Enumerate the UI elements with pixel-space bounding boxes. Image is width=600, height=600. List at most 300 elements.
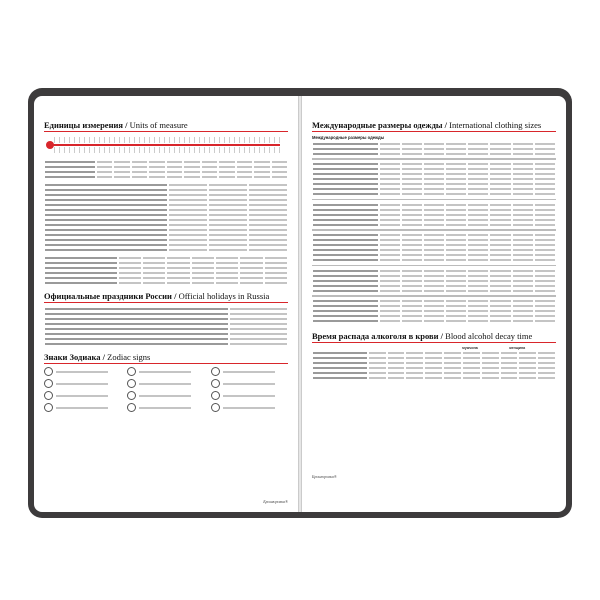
table-cell xyxy=(402,234,422,236)
table-cell xyxy=(45,328,228,330)
table-cell xyxy=(402,249,422,251)
table-cell xyxy=(97,176,113,178)
table-cell xyxy=(272,171,288,173)
table-cell xyxy=(402,188,422,190)
table-cell xyxy=(167,161,183,163)
table-cell xyxy=(446,239,466,241)
table-cell xyxy=(424,219,444,221)
table-cell xyxy=(216,272,238,274)
table-cell xyxy=(202,176,218,178)
table-cell xyxy=(313,259,378,261)
table-cell xyxy=(313,280,378,282)
table-cell xyxy=(513,315,533,317)
table-cell xyxy=(369,372,386,374)
table-cell xyxy=(402,183,422,185)
table-cell xyxy=(402,244,422,246)
table-cell xyxy=(468,234,488,236)
table-cell xyxy=(230,318,287,320)
table-cell xyxy=(169,234,207,236)
table-cell xyxy=(313,188,378,190)
table-cell xyxy=(402,270,422,272)
zodiac-sign xyxy=(127,379,204,388)
table-cell xyxy=(45,313,228,315)
table-cell xyxy=(254,171,270,173)
zodiac-symbol-icon xyxy=(44,403,53,412)
table-cell xyxy=(424,259,444,261)
table-cell xyxy=(424,275,444,277)
table-cell xyxy=(446,209,466,211)
table-cell xyxy=(535,168,555,170)
table-cell xyxy=(45,338,228,340)
table-cell xyxy=(535,285,555,287)
table-cell xyxy=(45,189,167,191)
table-cell xyxy=(402,209,422,211)
table-cell xyxy=(425,372,442,374)
table-cell xyxy=(380,173,400,175)
table-cell xyxy=(192,262,214,264)
zodiac-symbol-icon xyxy=(127,403,136,412)
table-cell xyxy=(446,285,466,287)
table-cell xyxy=(380,290,400,292)
table-cell xyxy=(463,372,480,374)
table-cell xyxy=(249,249,287,251)
table-cell xyxy=(45,214,167,216)
table-cell xyxy=(249,189,287,191)
table-cell xyxy=(513,168,533,170)
zodiac-symbol-icon xyxy=(127,367,136,376)
table-cell xyxy=(490,239,510,241)
table-cell xyxy=(519,352,536,354)
table-cell xyxy=(468,280,488,282)
zodiac-sign xyxy=(44,367,121,376)
table-cell xyxy=(535,275,555,277)
table-cell xyxy=(169,204,207,206)
table-cell xyxy=(216,257,238,259)
table-cell xyxy=(446,300,466,302)
table-cell xyxy=(380,219,400,221)
table-cell xyxy=(490,249,510,251)
table-cell xyxy=(219,171,235,173)
table-cell xyxy=(446,290,466,292)
table-cell xyxy=(149,171,165,173)
table-cell xyxy=(424,239,444,241)
table-cell xyxy=(446,178,466,180)
table-cell xyxy=(184,171,200,173)
table-cell xyxy=(167,282,189,284)
table-cell xyxy=(167,277,189,279)
table-cell xyxy=(468,315,488,317)
table-cell xyxy=(535,290,555,292)
size-tables xyxy=(302,141,566,324)
table-cell xyxy=(468,219,488,221)
table-cell xyxy=(249,209,287,211)
table-cell xyxy=(230,323,287,325)
table-cell xyxy=(424,183,444,185)
table-row xyxy=(312,151,556,156)
table-cell xyxy=(490,254,510,256)
table-cell xyxy=(490,280,510,282)
table-cell xyxy=(369,377,386,379)
table-cell xyxy=(425,357,442,359)
table-cell xyxy=(446,188,466,190)
table-cell xyxy=(380,178,400,180)
table-cell xyxy=(249,214,287,216)
table-cell xyxy=(216,267,238,269)
table-cell xyxy=(313,204,378,206)
table-cell xyxy=(424,290,444,292)
table-cell xyxy=(380,285,400,287)
table-cell xyxy=(45,219,167,221)
table-cell xyxy=(513,193,533,195)
table-cell xyxy=(468,300,488,302)
table-cell xyxy=(119,257,141,259)
table-cell xyxy=(468,270,488,272)
table-cell xyxy=(272,176,288,178)
table-cell xyxy=(444,357,461,359)
table-cell xyxy=(402,239,422,241)
table-cell xyxy=(313,193,378,195)
table-cell xyxy=(490,209,510,211)
table-cell xyxy=(446,275,466,277)
table-cell xyxy=(313,320,378,322)
table-cell xyxy=(265,257,287,259)
table-cell xyxy=(535,280,555,282)
table-cell xyxy=(143,257,165,259)
table-cell xyxy=(149,176,165,178)
table-cell xyxy=(490,193,510,195)
table-cell xyxy=(169,244,207,246)
zodiac-symbol-icon xyxy=(211,403,220,412)
table-cell xyxy=(513,143,533,145)
table-cell xyxy=(444,377,461,379)
table-cell xyxy=(444,372,461,374)
table-cell xyxy=(519,367,536,369)
table-cell xyxy=(490,285,510,287)
table-cell xyxy=(192,282,214,284)
table-cell xyxy=(424,305,444,307)
table-cell xyxy=(468,285,488,287)
table-cell xyxy=(402,310,422,312)
table-cell xyxy=(535,270,555,272)
table-cell xyxy=(513,259,533,261)
table-cell xyxy=(513,249,533,251)
table-cell xyxy=(202,161,218,163)
table-cell xyxy=(468,148,488,150)
table-cell xyxy=(490,305,510,307)
table-cell xyxy=(254,161,270,163)
table-cell xyxy=(143,282,165,284)
table-cell xyxy=(513,300,533,302)
table-cell xyxy=(249,234,287,236)
table-cell xyxy=(237,176,253,178)
table-cell xyxy=(388,367,405,369)
table-cell xyxy=(313,310,378,312)
table-cell xyxy=(192,257,214,259)
table-cell xyxy=(380,163,400,165)
table-cell xyxy=(265,267,287,269)
table-cell xyxy=(424,173,444,175)
table-cell xyxy=(535,153,555,155)
table-cell xyxy=(380,183,400,185)
table-cell xyxy=(535,193,555,195)
table-cell xyxy=(538,357,555,359)
table-cell xyxy=(202,171,218,173)
table-cell xyxy=(463,367,480,369)
table-cell xyxy=(535,244,555,246)
table-row xyxy=(312,258,556,263)
table-cell xyxy=(463,357,480,359)
table-cell xyxy=(45,323,228,325)
table-cell xyxy=(468,249,488,251)
table-cell xyxy=(114,161,130,163)
table-cell xyxy=(313,275,378,277)
zodiac-sign xyxy=(44,403,121,412)
table-cell xyxy=(402,224,422,226)
table-cell xyxy=(240,277,262,279)
table-cell xyxy=(216,277,238,279)
table-cell xyxy=(501,352,518,354)
table-cell xyxy=(45,229,167,231)
table-cell xyxy=(468,183,488,185)
table-cell xyxy=(402,178,422,180)
table-cell xyxy=(513,153,533,155)
table-cell xyxy=(240,272,262,274)
table-cell xyxy=(313,168,378,170)
table-cell xyxy=(490,290,510,292)
table-cell xyxy=(209,204,247,206)
table-cell xyxy=(490,143,510,145)
table-cell xyxy=(313,183,378,185)
table-cell xyxy=(446,219,466,221)
table-cell xyxy=(313,163,378,165)
table-cell xyxy=(513,219,533,221)
table-cell xyxy=(490,214,510,216)
zodiac-sign xyxy=(44,379,121,388)
table-cell xyxy=(380,270,400,272)
table-cell xyxy=(468,224,488,226)
table-cell xyxy=(402,143,422,145)
table-cell xyxy=(219,176,235,178)
table-cell xyxy=(446,234,466,236)
table-cell xyxy=(45,277,117,279)
table-cell xyxy=(513,214,533,216)
table-row xyxy=(312,192,556,197)
table-cell xyxy=(209,194,247,196)
table-cell xyxy=(446,204,466,206)
table-cell xyxy=(446,270,466,272)
zodiac-symbol-icon xyxy=(211,379,220,388)
table-cell xyxy=(519,357,536,359)
table-cell xyxy=(249,194,287,196)
table-cell xyxy=(446,254,466,256)
table-cell xyxy=(446,244,466,246)
table-cell xyxy=(192,267,214,269)
table-cell xyxy=(237,166,253,168)
table-cell xyxy=(249,184,287,186)
table-cell xyxy=(424,310,444,312)
table-cell xyxy=(535,310,555,312)
zodiac-symbol-icon xyxy=(211,367,220,376)
table-cell xyxy=(446,193,466,195)
table-cell xyxy=(209,224,247,226)
table-cell xyxy=(490,244,510,246)
table-cell xyxy=(313,357,367,359)
table-cell xyxy=(538,367,555,369)
table-cell xyxy=(216,262,238,264)
table-cell xyxy=(380,188,400,190)
table-cell xyxy=(169,219,207,221)
table-cell xyxy=(167,176,183,178)
table-cell xyxy=(424,315,444,317)
table-cell xyxy=(230,308,287,310)
table-cell xyxy=(468,173,488,175)
table-cell xyxy=(369,362,386,364)
table-cell xyxy=(535,178,555,180)
table-cell xyxy=(535,143,555,145)
table-cell xyxy=(45,282,117,284)
table-cell xyxy=(149,166,165,168)
table-cell xyxy=(468,193,488,195)
table-cell xyxy=(490,270,510,272)
table-cell xyxy=(402,193,422,195)
table-cell xyxy=(313,244,378,246)
table-cell xyxy=(167,272,189,274)
table-cell xyxy=(45,257,117,259)
table-cell xyxy=(501,362,518,364)
table-cell xyxy=(209,199,247,201)
table-cell xyxy=(313,372,367,374)
table-cell xyxy=(402,168,422,170)
table-cell xyxy=(45,171,95,173)
table-cell xyxy=(490,310,510,312)
table-cell xyxy=(169,249,207,251)
table-cell xyxy=(313,249,378,251)
table-cell xyxy=(230,338,287,340)
table-cell xyxy=(45,308,228,310)
table-cell xyxy=(482,367,499,369)
table-cell xyxy=(468,143,488,145)
table-cell xyxy=(380,259,400,261)
table-cell xyxy=(490,219,510,221)
table-cell xyxy=(45,224,167,226)
table-cell xyxy=(132,176,148,178)
zodiac-sign xyxy=(211,367,288,376)
table-cell xyxy=(490,300,510,302)
table-cell xyxy=(388,372,405,374)
table-cell xyxy=(446,214,466,216)
table-cell xyxy=(513,290,533,292)
table-cell xyxy=(424,178,444,180)
table-cell xyxy=(249,219,287,221)
table-cell xyxy=(313,315,378,317)
table-cell xyxy=(169,189,207,191)
table-cell xyxy=(209,214,247,216)
table-cell xyxy=(406,362,423,364)
table-cell xyxy=(468,275,488,277)
table-cell xyxy=(380,214,400,216)
table-cell xyxy=(490,204,510,206)
conversion-tables xyxy=(34,159,298,285)
table-cell xyxy=(446,315,466,317)
table-cell xyxy=(490,315,510,317)
table-cell xyxy=(209,244,247,246)
table-cell xyxy=(45,204,167,206)
table-cell xyxy=(313,305,378,307)
table-cell xyxy=(468,214,488,216)
table-cell xyxy=(132,171,148,173)
table-cell xyxy=(143,262,165,264)
table-cell xyxy=(249,224,287,226)
table-cell xyxy=(519,372,536,374)
table-cell xyxy=(313,367,367,369)
table-cell xyxy=(513,224,533,226)
table-cell xyxy=(406,377,423,379)
table-cell xyxy=(169,229,207,231)
table-cell xyxy=(202,166,218,168)
table-cell xyxy=(313,300,378,302)
table-cell xyxy=(313,209,378,211)
table-cell xyxy=(490,178,510,180)
table-cell xyxy=(380,148,400,150)
clothing-title: Международные размеры одежды / International clothing sizes xyxy=(312,120,542,130)
table-cell xyxy=(143,277,165,279)
table-cell xyxy=(313,148,378,150)
table-cell xyxy=(313,224,378,226)
table-cell xyxy=(424,224,444,226)
table-cell xyxy=(254,176,270,178)
table-cell xyxy=(192,277,214,279)
table-cell xyxy=(538,352,555,354)
table-cell xyxy=(132,161,148,163)
zodiac-sign xyxy=(211,403,288,412)
table-cell xyxy=(114,171,130,173)
table-cell xyxy=(114,176,130,178)
alcohol-header: мужчина женщина xyxy=(462,345,526,350)
table-cell xyxy=(490,320,510,322)
table-cell xyxy=(513,285,533,287)
table-cell xyxy=(513,239,533,241)
table-cell xyxy=(209,229,247,231)
table-cell xyxy=(237,161,253,163)
table-cell xyxy=(424,285,444,287)
table-cell xyxy=(119,267,141,269)
table-cell xyxy=(535,320,555,322)
table-cell xyxy=(402,254,422,256)
table-cell xyxy=(45,176,95,178)
table-cell xyxy=(380,239,400,241)
alcohol-table xyxy=(302,351,566,381)
table-cell xyxy=(184,166,200,168)
table-cell xyxy=(402,320,422,322)
table-cell xyxy=(468,168,488,170)
table-cell xyxy=(209,189,247,191)
table-cell xyxy=(313,290,378,292)
table-cell xyxy=(424,300,444,302)
zodiac-symbol-icon xyxy=(44,379,53,388)
table-cell xyxy=(446,224,466,226)
table-cell xyxy=(406,367,423,369)
table-cell xyxy=(482,362,499,364)
table-cell xyxy=(444,352,461,354)
table-cell xyxy=(132,166,148,168)
table-cell xyxy=(535,183,555,185)
table-cell xyxy=(468,239,488,241)
table-cell xyxy=(209,234,247,236)
table-cell xyxy=(424,214,444,216)
table-cell xyxy=(535,249,555,251)
table-cell xyxy=(265,282,287,284)
table-cell xyxy=(380,234,400,236)
